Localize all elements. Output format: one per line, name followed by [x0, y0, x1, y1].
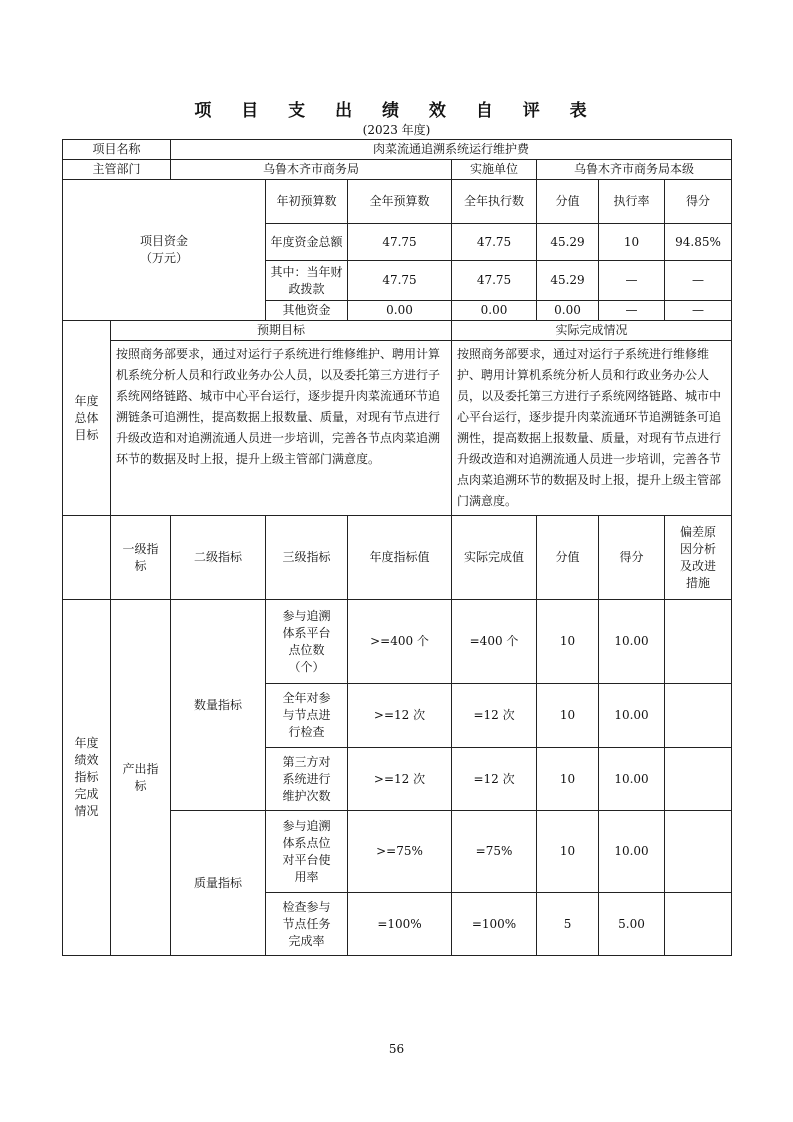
indicator-score-value: 10 — [537, 811, 599, 893]
indicator-level2-quantity: 数量指标 — [171, 600, 266, 811]
indicator-header-row — [63, 516, 732, 600]
goals-text-row — [63, 341, 732, 516]
indicator-level3: 参与追溯 体系点位 对平台使 用率 — [266, 811, 348, 893]
funds-score-value: — — [599, 301, 665, 321]
funds-annual: 47.75 — [452, 261, 537, 301]
indicator-actual: =12 次 — [452, 748, 537, 811]
indicator-deviation — [665, 684, 732, 748]
funds-header-executed: 全年执行数 — [452, 180, 537, 224]
goals-label: 年度 总体 目标 — [63, 321, 111, 516]
indicator-target: >=400 个 — [348, 600, 452, 684]
page-title: 项 目 支 出 绩 效 自 评 表 — [194, 101, 599, 121]
indicator-actual: =100% — [452, 893, 537, 956]
indicator-actual: =400 个 — [452, 600, 537, 684]
indicator-level3: 参与追溯 体系平台 点位数 （个） — [266, 600, 348, 684]
indicator-score-value: 5 — [537, 893, 599, 956]
funds-header-score-value: 分值 — [537, 180, 599, 224]
indicator-score-value: 10 — [537, 600, 599, 684]
funds-header-row — [63, 180, 732, 224]
department-row — [63, 160, 732, 180]
indicator-deviation — [665, 748, 732, 811]
implementing-unit-value: 乌鲁木齐市商务局本级 — [537, 160, 732, 180]
indicator-score: 10.00 — [599, 600, 665, 684]
goals-expected-header: 预期目标 — [111, 321, 452, 341]
indicator-level3: 全年对参 与节点进 行检查 — [266, 684, 348, 748]
funds-executed: 0.00 — [537, 301, 599, 321]
funds-header-rate: 执行率 — [599, 180, 665, 224]
goals-actual-header: 实际完成情况 — [452, 321, 732, 341]
goals-actual-text: 按照商务部要求，通过对运行子系统进行维修维护、聘用计算机系统分析人员和行政业务办公人员，以及委托第三方进行子系统网络链路、城市中心平台运行，逐步提升肉菜流通环节追溯链条可追溯性，提高数据上报数量、质量，对现有节点进行升级改造和对追溯流通人员进一步培训，完善各节点肉菜追溯环节的数据及时上报，提升上级主管部门满意度。 — [452, 341, 732, 516]
funds-executed: 45.29 — [537, 224, 599, 261]
indicator-level2-quality: 质量指标 — [171, 811, 266, 956]
indicator-actual: =12 次 — [452, 684, 537, 748]
indicator-header-target: 年度指标值 — [348, 516, 452, 600]
indicator-target: >=75% — [348, 811, 452, 893]
department-label: 主管部门 — [63, 160, 171, 180]
indicator-header-score-value: 分值 — [537, 516, 599, 600]
indicator-level3: 检查参与 节点任务 完成率 — [266, 893, 348, 956]
page-number: 56 — [388, 1042, 405, 1056]
indicator-level1: 产出指 标 — [111, 600, 171, 956]
report-year: (2023 年度) — [362, 123, 431, 137]
funds-rate: — — [665, 301, 732, 321]
indicator-score: 5.00 — [599, 893, 665, 956]
funds-rate: 94.85% — [665, 224, 732, 261]
goals-expected-text: 按照商务部要求，通过对运行子系统进行维修维护、聘用计算机系统分析人员和行政业务办公人员，以及委托第三方进行子系统网络链路、城市中心平台运行，逐步提升肉菜流通环节追溯链条可追溯性，提高数据上报数量、质量，对现有节点进行升级改造和对追溯流通人员进一步培训，完善各节点肉菜追溯环节的数据及时上报，提升上级主管部门满意度。 — [111, 341, 452, 516]
implementing-unit-label: 实施单位 — [452, 160, 537, 180]
funds-row-name: 其中：当年财政拨款 — [266, 261, 348, 301]
indicator-actual: =75% — [452, 811, 537, 893]
indicator-score: 10.00 — [599, 684, 665, 748]
project-name-label: 项目名称 — [63, 140, 171, 160]
department-value: 乌鲁木齐市商务局 — [171, 160, 452, 180]
indicator-header-actual: 实际完成值 — [452, 516, 537, 600]
funds-executed: 45.29 — [537, 261, 599, 301]
funds-score-value: 10 — [599, 224, 665, 261]
funds-header-initial: 年初预算数 — [266, 180, 348, 224]
indicator-header-level3: 三级指标 — [266, 516, 348, 600]
indicator-target: =100% — [348, 893, 452, 956]
indicator-section-label: 年度 绩效 指标 完成 情况 — [63, 600, 111, 956]
funds-initial: 0.00 — [348, 301, 452, 321]
funds-header-score: 得分 — [665, 180, 732, 224]
indicator-score: 10.00 — [599, 748, 665, 811]
indicator-header-deviation: 偏差原 因分析 及改进 措施 — [665, 516, 732, 600]
indicator-header-score: 得分 — [599, 516, 665, 600]
goals-header-row — [63, 321, 732, 341]
indicator-level3: 第三方对 系统进行 维护次数 — [266, 748, 348, 811]
indicator-header-level1: 一级指 标 — [111, 516, 171, 600]
project-name-value: 肉菜流通追溯系统运行维护费 — [171, 140, 732, 160]
indicator-score-value: 10 — [537, 748, 599, 811]
funds-rate: — — [665, 261, 732, 301]
funds-header-annual: 全年预算数 — [348, 180, 452, 224]
indicator-target: >=12 次 — [348, 748, 452, 811]
indicator-deviation — [665, 811, 732, 893]
indicator-deviation — [665, 893, 732, 956]
indicator-target: >=12 次 — [348, 684, 452, 748]
funds-annual: 0.00 — [452, 301, 537, 321]
funds-initial: 47.75 — [348, 261, 452, 301]
funds-row-name: 年度资金总额 — [266, 224, 348, 261]
indicator-row — [63, 600, 732, 684]
funds-row-name: 其他资金 — [266, 301, 348, 321]
funds-label: 项目资金 （万元） — [63, 180, 266, 321]
indicator-score-value: 10 — [537, 684, 599, 748]
indicator-header-blank — [63, 516, 111, 600]
evaluation-table — [62, 139, 732, 956]
indicator-score: 10.00 — [599, 811, 665, 893]
indicator-header-level2: 二级指标 — [171, 516, 266, 600]
funds-initial: 47.75 — [348, 224, 452, 261]
indicator-deviation — [665, 600, 732, 684]
funds-annual: 47.75 — [452, 224, 537, 261]
project-name-row — [63, 140, 732, 160]
funds-score-value: — — [599, 261, 665, 301]
